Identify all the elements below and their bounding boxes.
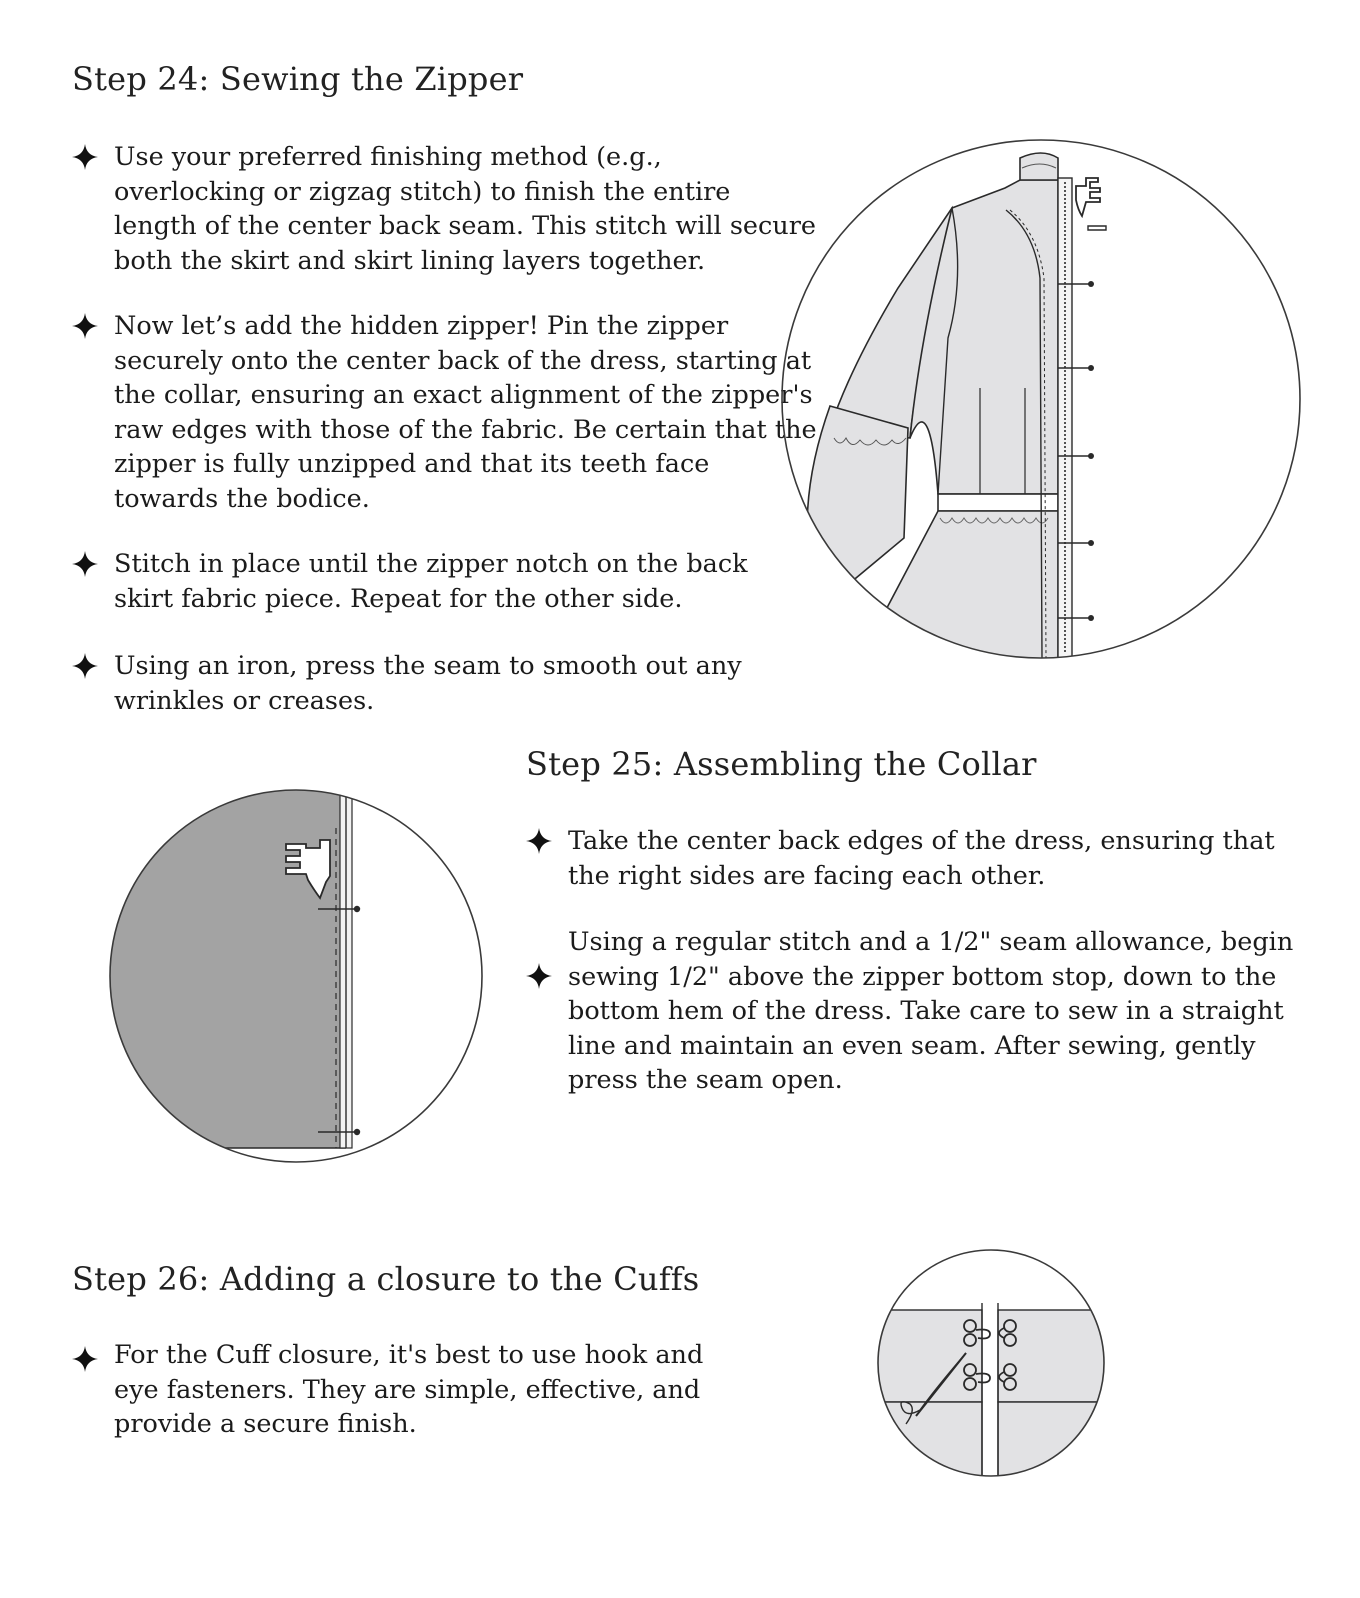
four-point-star-icon (68, 1342, 102, 1376)
zipper-dress-illustration (780, 138, 1302, 660)
cuff-closure-illustration (876, 1248, 1106, 1478)
bodice-shape (910, 180, 1058, 494)
text-line: Using a regular stitch and a 1/2" seam allowance, begin (568, 927, 1294, 957)
text-line: wrinkles or creases. (114, 685, 375, 716)
bullet-text (114, 649, 742, 718)
four-point-star-icon (68, 140, 102, 174)
text-line: eye fasteners. They are simple, effective, and (114, 1374, 701, 1405)
four-point-star-icon (522, 824, 556, 858)
four-point-star-icon (68, 309, 102, 343)
bullet-text (114, 1338, 703, 1442)
four-point-star-icon (522, 959, 556, 993)
text-line: Stitch in place until the zipper notch on the back (114, 549, 748, 579)
text-line: Use your preferred finishing method (e.g., (114, 142, 662, 172)
text-line: raw edges with those of the fabric. Be certain that the (114, 414, 817, 445)
text-line: both the skirt and skirt lining layers together. (114, 245, 706, 276)
text-line: overlocking or zigzag stitch) to finish the entire (114, 176, 731, 207)
text-line: line and maintain an even seam. After sewing, gently (568, 1030, 1256, 1061)
bullet-text (568, 925, 1293, 1098)
bullet-text (114, 309, 817, 516)
presser-foot-icon (1076, 178, 1106, 230)
text-line: For the Cuff closure, it's best to use hook and (114, 1340, 704, 1370)
step-25-heading: Step 25: Assembling the Collar (526, 745, 1037, 783)
text-line: the right sides are facing each other. (568, 860, 1046, 891)
text-line: Using an iron, press the seam to smooth out any (114, 651, 742, 681)
text-line: provide a secure finish. (114, 1409, 417, 1439)
sleeve-cuff (807, 406, 908, 608)
text-line: Take the center back edges of the dress, ensuring that (568, 826, 1275, 856)
fabric-dark-panel (108, 788, 346, 1164)
text-line: the collar, ensuring an exact alignment of the zipper's (114, 380, 813, 410)
text-line: press the seam open. (568, 1065, 843, 1095)
text-line: sewing 1/2" above the zipper bottom stop, down to the (568, 961, 1277, 992)
collar-seam-illustration (108, 788, 484, 1164)
text-line: securely onto the center back of the dress, starting at (114, 345, 812, 376)
bullet-text (114, 547, 748, 616)
waistband (938, 494, 1058, 511)
step-24-heading: Step 24: Sewing the Zipper (72, 60, 524, 98)
bullet-text (114, 140, 816, 278)
text-line: bottom hem of the dress. Take care to sew in a straight (568, 996, 1284, 1026)
bullet-text (568, 824, 1275, 893)
text-line: towards the bodice. (114, 483, 370, 514)
text-line: skirt fabric piece. Repeat for the other side. (114, 583, 683, 614)
text-line: Now let’s add the hidden zipper! Pin the zipper (114, 311, 729, 341)
four-point-star-icon (68, 649, 102, 683)
text-line: length of the center back seam. This stitch will secure (114, 211, 816, 241)
text-line: zipper is fully unzipped and that its teeth face (114, 449, 710, 479)
four-point-star-icon (68, 547, 102, 581)
step-26-heading: Step 26: Adding a closure to the Cuffs (72, 1260, 700, 1298)
